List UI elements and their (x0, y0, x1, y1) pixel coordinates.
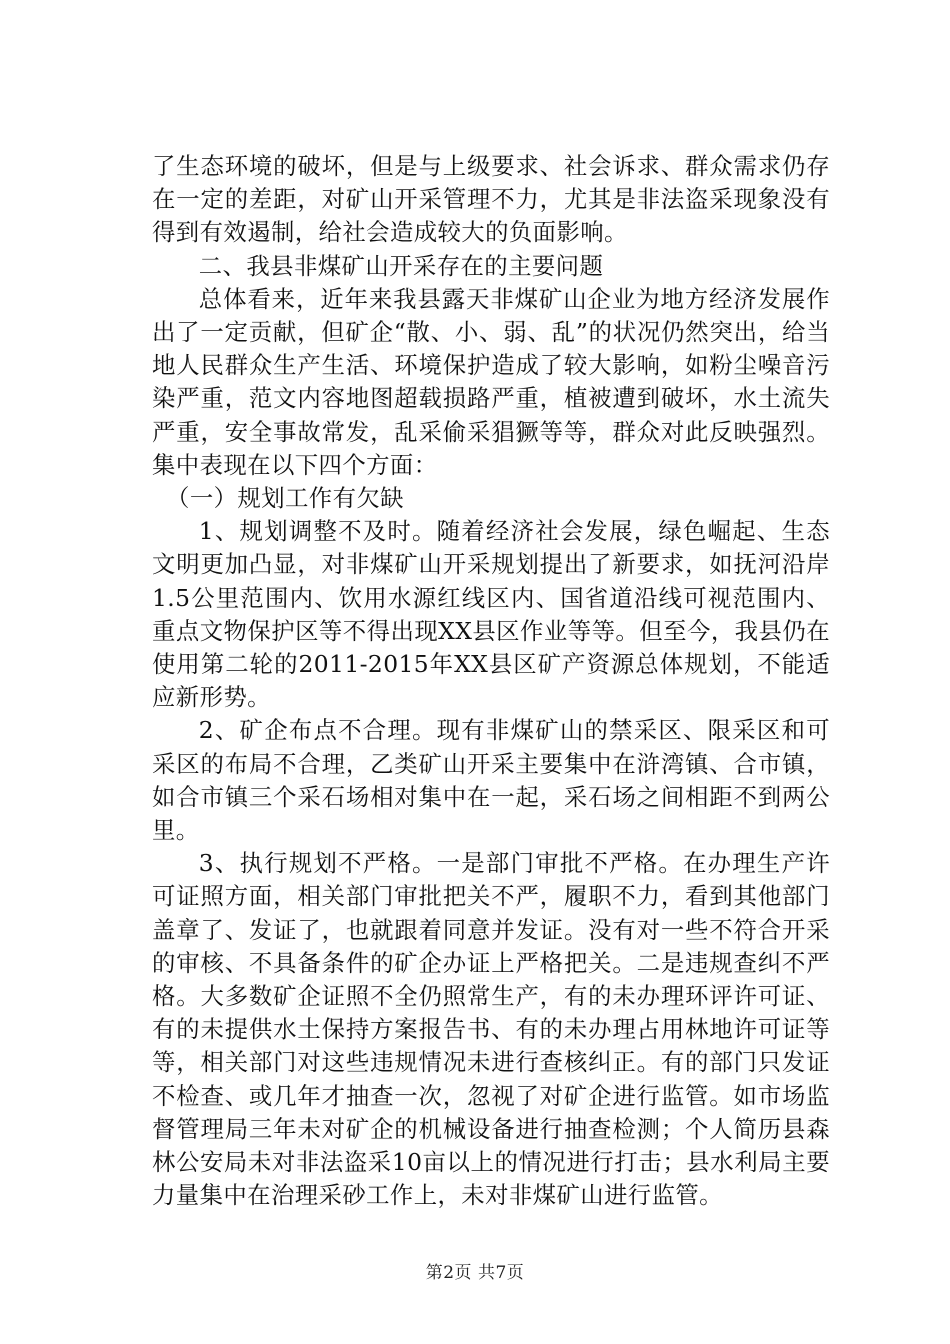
page-footer (0, 1262, 950, 1284)
subsection-heading-1: （一）规划工作有欠缺 (166, 484, 404, 513)
page-number: 第2页 共7页 (425, 1263, 525, 1283)
paragraph-item-3: 3、执行规划不严格。一是部门审批不严格。在办理生产许可证照方面，相关部门审批把关不严，履职不力，看到其他部门盖章了、发证了，也就跟着同意并发证。没有对一些不符合开采的审核、不具备条件的矿企办证上严格把关。二是违规查纠不严格。大多数矿企证照不全仍照常生产，有的未办理环评许可证、有的未提供水土保持方案报告书、有的未办理占用林地许可证等等，相关部门对这些违规情况未进行查核纠正。有的部门只发证不检查、或几年才抽查一次，忽视了对矿企进行监管。如市场监督管理局三年未对矿企的机械设备进行抽查检测；个人简历县森林公安局未对非法盗采10亩以上的情况进行打击；县水利局主要力量集中在治理采砂工作上，未对非煤矿山进行监管。 (152, 849, 830, 1210)
document-body (152, 150, 830, 1213)
paragraph-continuation: 了生态环境的破坏，但是与上级要求、社会诉求、群众需求仍存在一定的差距，对矿山开采管理不力，尤其是非法盗采现象没有得到有效遏制，给社会造成较大的负面影响。 (152, 152, 830, 247)
section-heading-2: 二、我县非煤矿山开采存在的主要问题 (198, 251, 604, 280)
paragraph-item-1: 1、规划调整不及时。随着经济社会发展，绿色崛起、生态文明更加凸显，对非煤矿山开采规划提出了新要求，如抚河沿岸1.5公里范围内、饮用水源红线区内、国省道沿线可视范围内、重点文物保护区等不得出现XX县区作业等等。但至今，我县仍在使用第二轮的2011-2015年XX县区矿产资源总体规划，不能适应新形势。 (152, 517, 830, 712)
paragraph-item-2: 2、矿企布点不合理。现有非煤矿山的禁采区、限采区和可采区的布局不合理，乙类矿山开采主要集中在浒湾镇、合市镇，如合市镇三个采石场相对集中在一起，采石场之间相距不到两公里。 (152, 716, 830, 845)
paragraph-overview: 总体看来，近年来我县露天非煤矿山企业为地方经济发展作出了一定贡献，但矿企“散、小、弱、乱”的状况仍然突出，给当地人民群众生产生活、环境保护造成了较大影响，如粉尘噪音污染严重，范文内容地图超载损路严重，植被遭到破坏，水土流失严重，安全事故常发，乱采偷采猖獗等等，群众对此反映强烈。集中表现在以下四个方面： (152, 284, 830, 479)
